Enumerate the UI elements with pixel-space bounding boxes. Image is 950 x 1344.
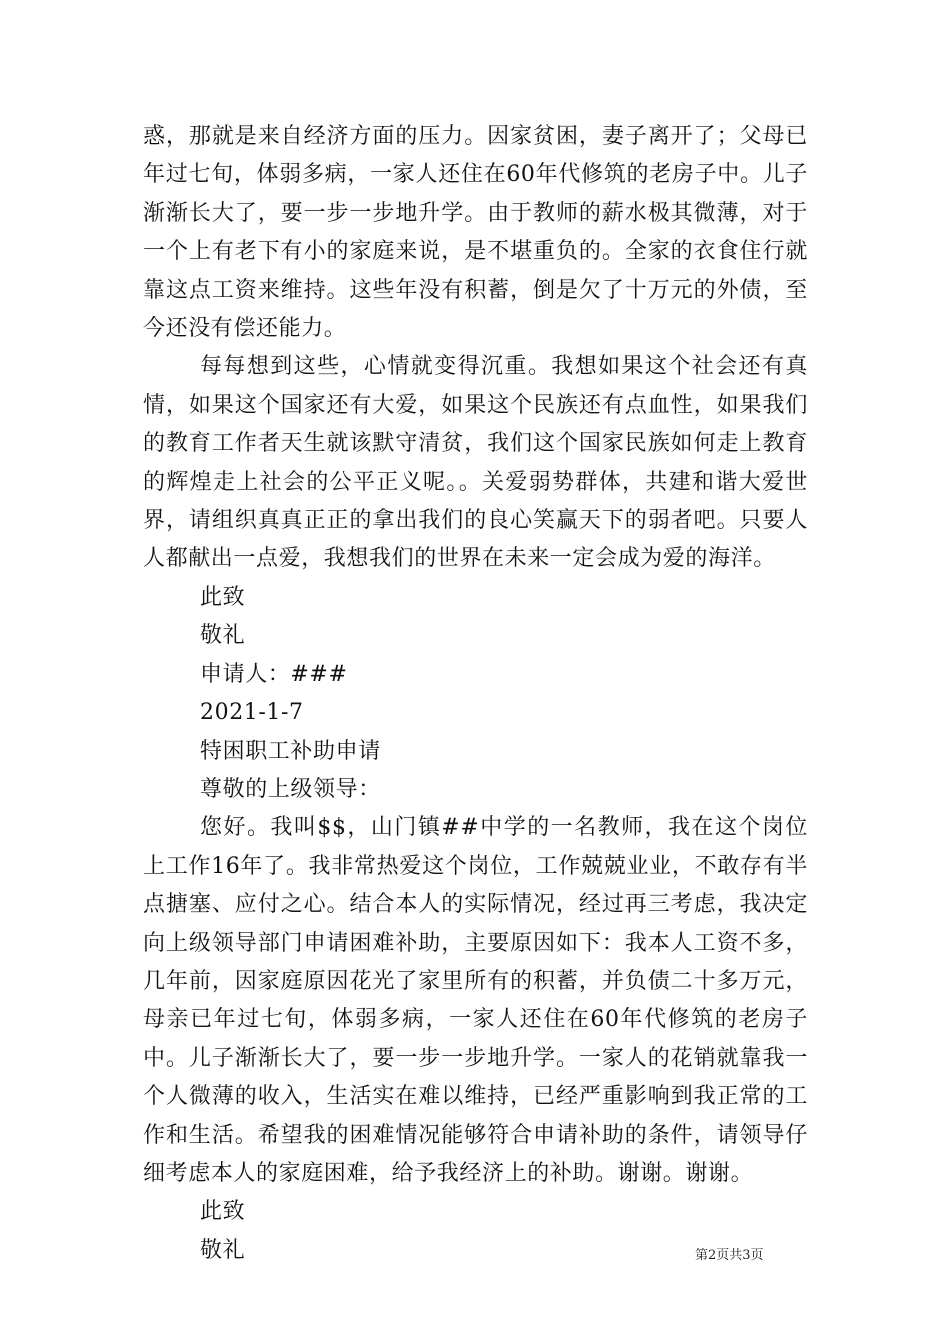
salutation-line: 敬礼 xyxy=(200,623,246,649)
closing-line-2: 此致 xyxy=(200,1199,246,1225)
page-number: 第2页共3页 xyxy=(695,1248,764,1263)
date-line: 2021-1-7 xyxy=(200,700,304,726)
salutation-line-2: 敬礼 xyxy=(200,1237,246,1263)
body-paragraph-1: 惑，那就是来自经济方面的压力。因家贫困，妻子离开了；父母已年过七旬，体弱多病，一家人还住在60年代修筑的老房子中。儿子渐渐长大了，要一步一步地升学。由于教师的薪水极其微薄，对于一个上有老下有小的家庭来说，是不堪重负的。全家的衣食住行就靠这点工资来维持。这些年没有积蓄，倒是欠了十万元的外债，至今还没有偿还能力。 xyxy=(143,124,808,342)
applicant-line: 申请人：### xyxy=(200,661,348,687)
greeting-line: 尊敬的上级领导： xyxy=(200,776,381,802)
document-page xyxy=(143,118,808,1270)
body-paragraph-2: 每每想到这些，心情就变得沉重。我想如果这个社会还有真情，如果这个国家还有大爱，如果这个民族还有点血性，如果我们的教育工作者天生就该默守清贫，我们这个国家民族如何走上教育的辉煌走上社会的公平正义呢。。关爱弱势群体，共建和谐大爱世界，请组织真真正正的拿出我们的良心笑赢天下的弱者吧。只要人人都献出一点爱，我想我们的世界在未来一定会成为爱的海洋。 xyxy=(143,354,808,572)
body-paragraph-3: 您好。我叫$$，山门镇##中学的一名教师，我在这个岗位上工作16年了。我非常热爱这个岗位，工作兢兢业业，不敢存有半点搪塞、应付之心。结合本人的实际情况，经过再三考虑，我决定向上级领导部门申请困难补助，主要原因如下：我本人工资不多，几年前，因家庭原因花光了家里所有的积蓄，并负债二十多万元，母亲已年过七旬，体弱多病，一家人还住在60年代修筑的老房子中。儿子渐渐长大了，要一步一步地升学。一家人的花销就靠我一个人微薄的收入，生活实在难以维持，已经严重影响到我正常的工作和生活。希望我的困难情况能够符合申请补助的条件，请领导仔细考虑本人的家庭困难，给予我经济上的补助。谢谢。谢谢。 xyxy=(143,815,808,1186)
closing-line: 此致 xyxy=(200,584,246,610)
second-letter-title: 特困职工补助申请 xyxy=(200,738,381,764)
